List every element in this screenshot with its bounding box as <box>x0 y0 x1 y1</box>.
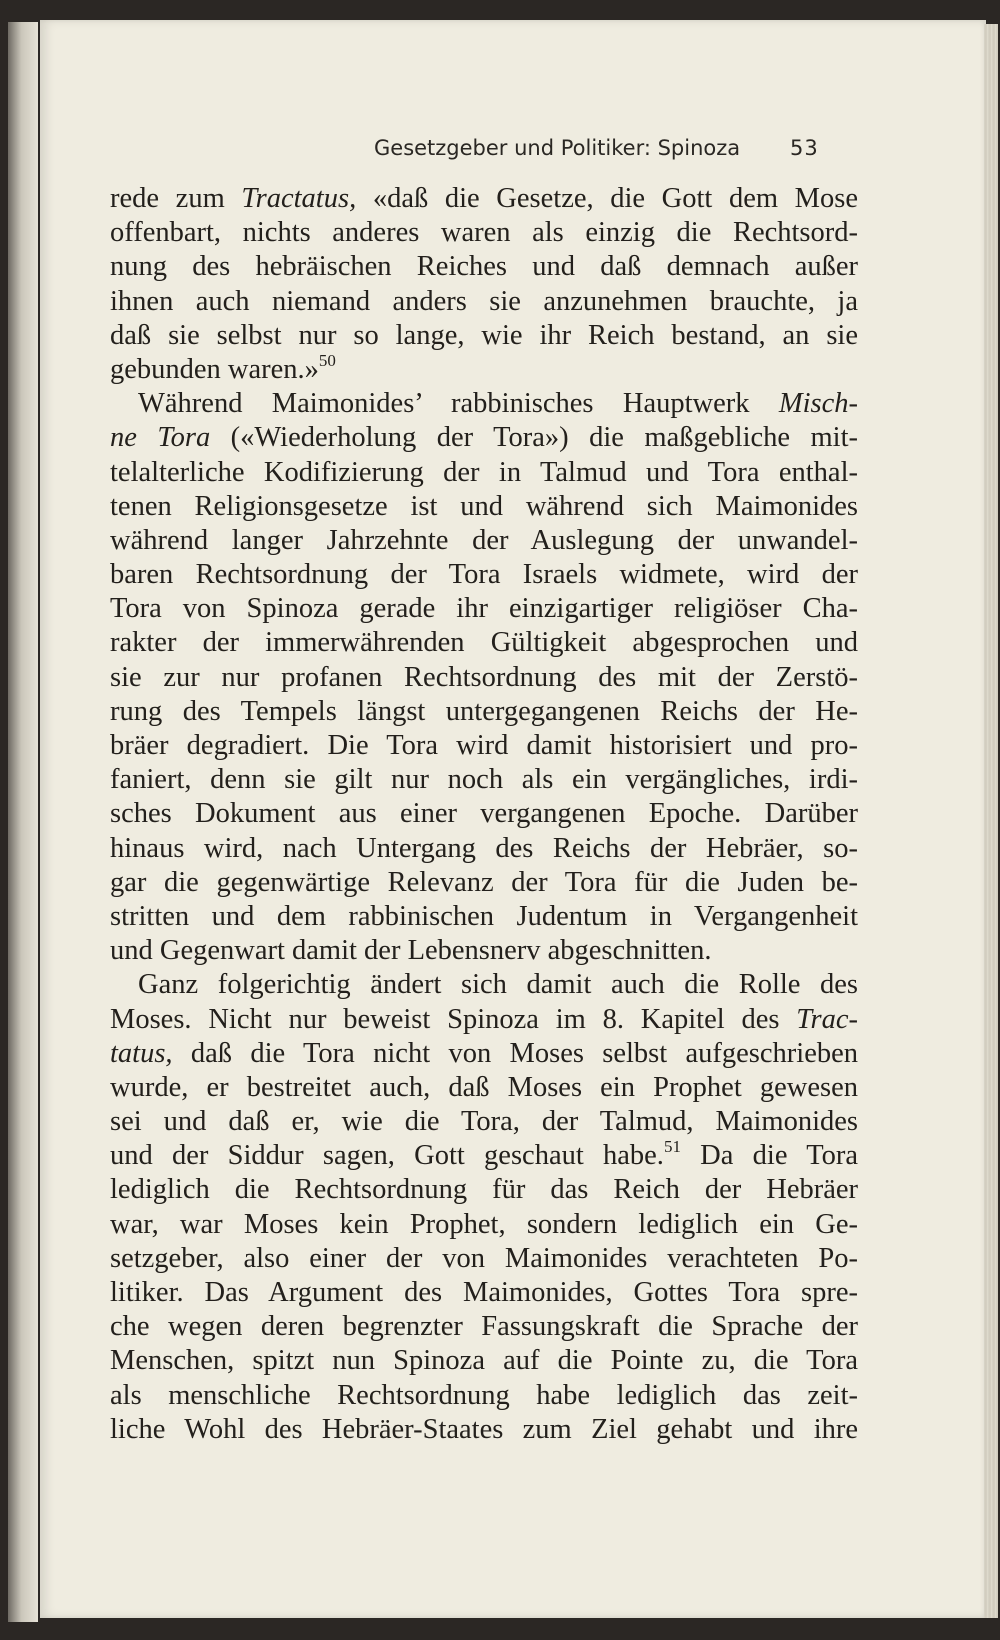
text-span: Während Maimonides’ rabbinisches Hauptwerk <box>138 388 779 420</box>
text-line: tenen Religionsgesetze ist und während sich Maimonides <box>110 490 858 522</box>
footnote-reference: 51 <box>663 1137 681 1157</box>
italic-title: Misch- <box>778 388 858 420</box>
text-line: wurde, er bestreitet auch, daß Moses ein Prophet gewesen <box>110 1071 858 1103</box>
text-line: war, war Moses kein Prophet, sondern lediglich ein Ge- <box>110 1208 858 1240</box>
text-span: rede zum <box>110 183 242 214</box>
text-span: daß die Tora nicht von Moses selbst aufgeschrieben <box>172 1037 858 1069</box>
text-line: Menschen, spitzt nun Spinoza auf die Pointe zu, die Tora <box>110 1345 858 1377</box>
text-span: und der Siddur sagen, Gott geschaut habe. <box>110 1140 664 1172</box>
text-line: offenbart, nichts anderes waren als einzig die Rechtsord- <box>110 217 858 249</box>
text-line: während langer Jahrzehnte der Auslegung der unwandel- <box>110 524 858 556</box>
text-line: daß sie selbst nur so lange, wie ihr Reich bestand, an sie <box>110 319 858 351</box>
text-line: telalterliche Kodifizierung der in Talmud und Tora enthal- <box>110 456 858 488</box>
text-span: gebunden waren.» <box>110 353 319 385</box>
text-line: gar die gegenwärtige Relevanz der Tora für die Juden be- <box>110 866 858 898</box>
text-line <box>110 182 858 216</box>
text-line: als menschliche Rechtsordnung habe lediglich das zeit- <box>110 1379 858 1411</box>
text-line: che wegen deren begrenzter Fassungskraft die Sprache der <box>110 1311 858 1343</box>
text-line: stritten und dem rabbinischen Judentum in Vergangenheit <box>110 900 858 932</box>
text-span: Moses. Nicht nur beweist Spinoza im 8. Kapitel des <box>110 1003 797 1035</box>
text-line: rakter der immerwährenden Gültigkeit abgesprochen und <box>110 627 858 659</box>
text-line <box>110 1003 858 1037</box>
text-line <box>110 350 858 387</box>
text-line: litiker. Das Argument des Maimonides, Gottes Tora spre- <box>110 1277 858 1308</box>
italic-title: Trac- <box>796 1003 858 1035</box>
italic-title: ne Tora <box>110 422 211 454</box>
text-line: lediglich die Rechtsordnung für das Reich der Hebräer <box>110 1174 858 1206</box>
italic-title: tatus, <box>110 1037 173 1069</box>
text-line: baren Rechtsordnung der Tora Israels widmete, wird der <box>110 559 858 591</box>
text-line: faniert, denn sie gilt nur noch als ein vergängliches, irdi- <box>110 764 858 796</box>
text-line: rung des Tempels längst untergegangenen Reichs der He- <box>110 695 858 727</box>
text-line: Ganz folgerichtig ändert sich damit auch die Rolle des <box>138 969 858 1001</box>
footnote-reference: 50 <box>318 350 336 370</box>
text-line: nung des hebräischen Reiches und daß demnach außer <box>110 251 858 283</box>
text-line: ihnen auch niemand anders sie anzunehmen brauchte, ja <box>110 285 858 317</box>
text-line <box>110 1037 858 1071</box>
text-span: Da die Tora <box>680 1140 859 1172</box>
text-line: sei und daß er, wie die Tora, der Talmud, Maimonides <box>110 1106 858 1138</box>
text-line: und Gegenwart damit der Lebensnerv abgeschnitten. <box>110 935 712 967</box>
text-line: hinaus wird, nach Untergang des Reichs der Hebräer, so- <box>110 832 858 864</box>
body-text <box>110 182 858 1447</box>
text-line <box>110 421 858 455</box>
running-head-title: Gesetzgeber und Politiker: Spinoza <box>374 136 741 160</box>
page-stack-edge <box>984 24 998 1618</box>
facing-page-edge <box>8 22 38 1622</box>
text-line: Tora von Spinoza gerade ihr einzigartiger religiöser Cha- <box>110 593 858 625</box>
text-span: («Wiederholung der Tora») die maßgebliche mit- <box>210 422 858 454</box>
text-line: sches Dokument aus einer vergangenen Epoche. Darüber <box>110 798 858 830</box>
text-line: setzgeber, also einer der von Maimonides verachteten Po- <box>110 1242 858 1274</box>
text-line: sie zur nur profanen Rechtsordnung des mit der Zerstö- <box>110 661 858 693</box>
page-number: 53 <box>790 136 819 160</box>
text-line <box>110 1139 858 1173</box>
italic-title: Tractatus, <box>241 183 357 214</box>
text-line: liche Wohl des Hebräer-Staates zum Ziel gehabt und ihre <box>110 1413 858 1445</box>
running-head <box>40 136 986 166</box>
text-span: «daß die Gesetze, die Gott dem Mose <box>356 183 859 214</box>
book-page <box>40 20 986 1618</box>
text-line <box>110 387 858 421</box>
text-line: bräer degradiert. Die Tora wird damit historisiert und pro- <box>110 730 858 761</box>
